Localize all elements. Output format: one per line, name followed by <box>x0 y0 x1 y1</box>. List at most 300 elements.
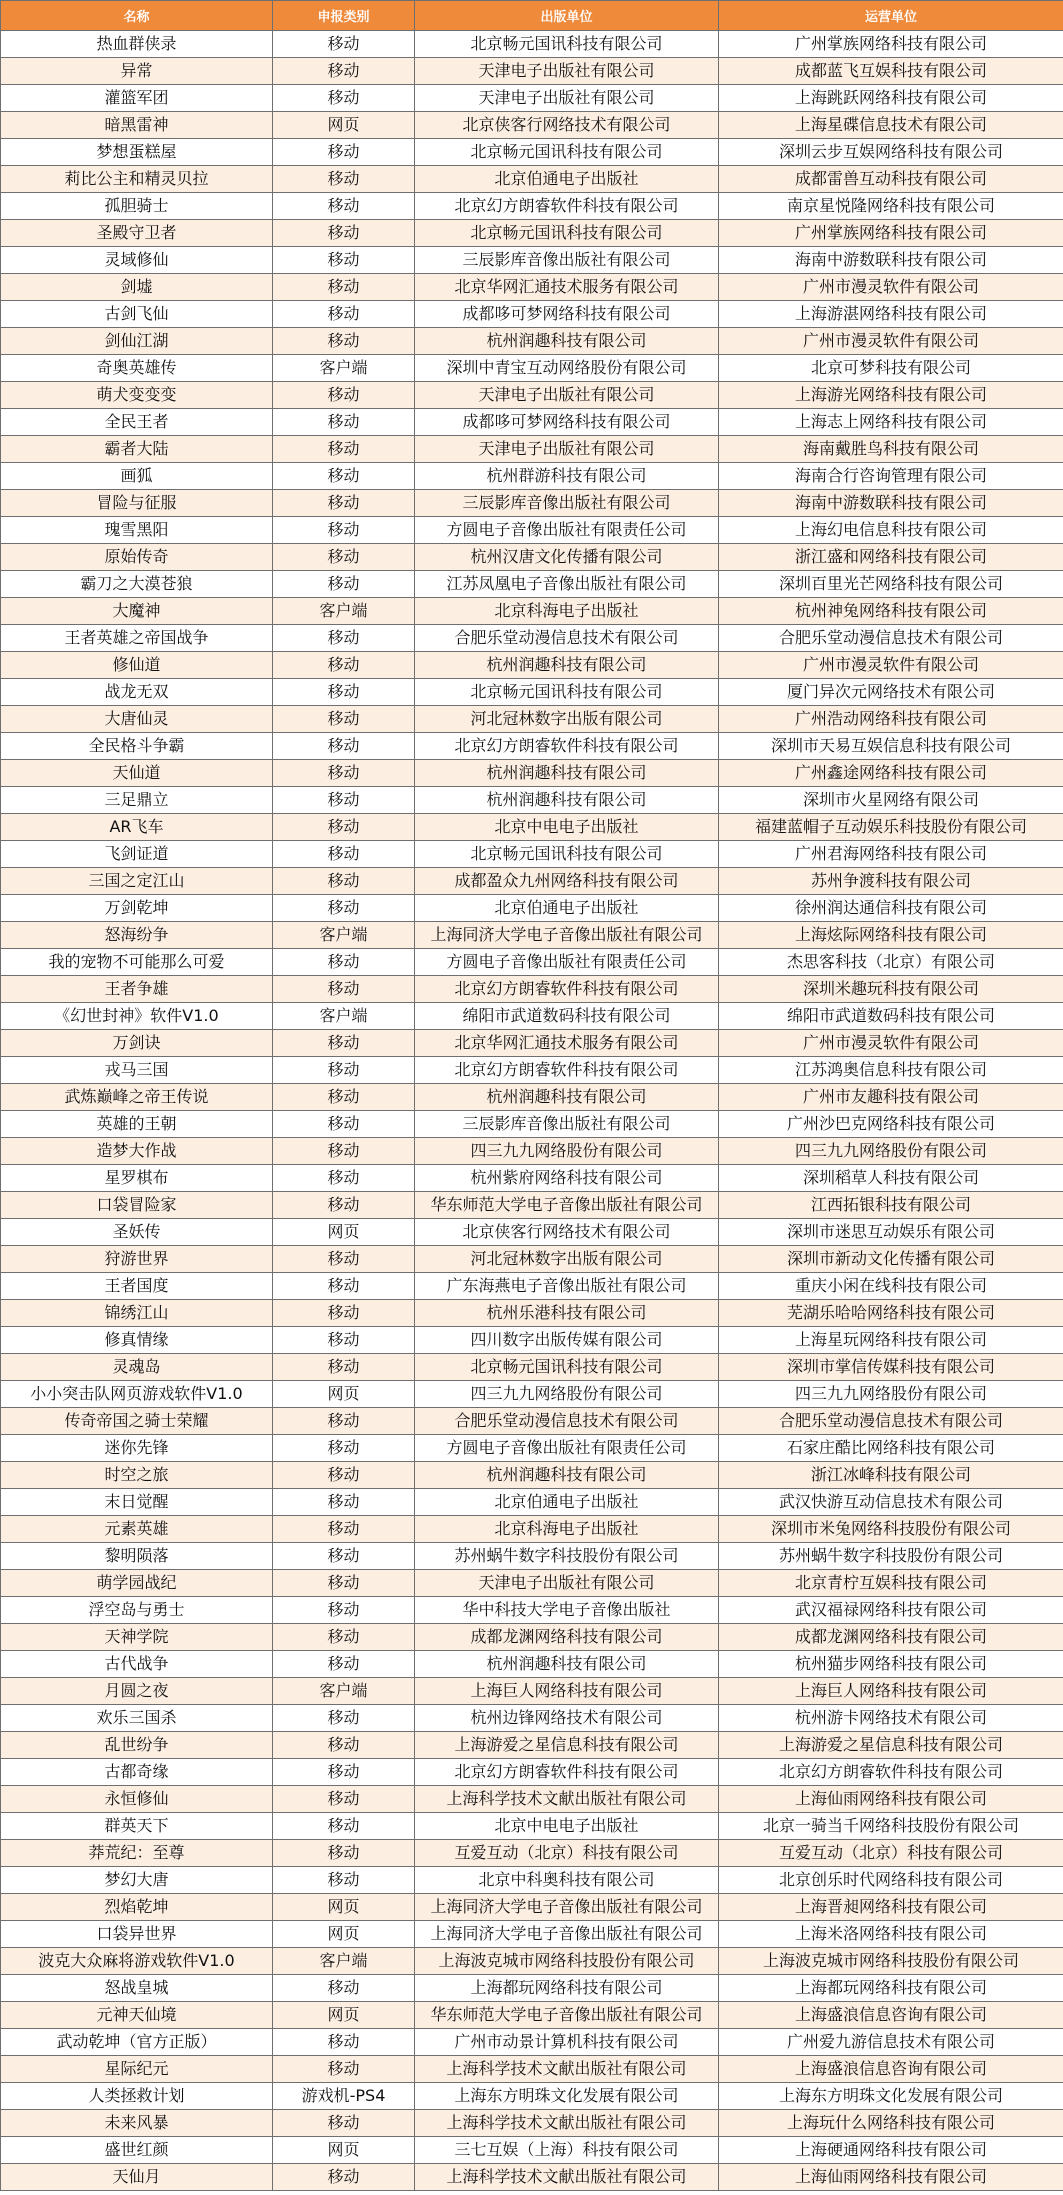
cell-category: 移动 <box>273 139 415 166</box>
cell-name: 烈焰乾坤 <box>1 1894 273 1921</box>
cell-publisher: 四川数字出版传媒有限公司 <box>415 1327 719 1354</box>
cell-category: 移动 <box>273 868 415 895</box>
cell-publisher: 杭州紫府网络科技有限公司 <box>415 1165 719 1192</box>
cell-category: 移动 <box>273 328 415 355</box>
cell-name: 盛世红颜 <box>1 2137 273 2164</box>
cell-category: 移动 <box>273 1543 415 1570</box>
cell-name: 武动乾坤（官方正版） <box>1 2029 273 2056</box>
cell-operator: 合肥乐堂动漫信息技术有限公司 <box>719 1408 1063 1435</box>
cell-category: 移动 <box>273 1192 415 1219</box>
cell-publisher: 方圆电子音像出版社有限责任公司 <box>415 1435 719 1462</box>
cell-name: 修真情缘 <box>1 1327 273 1354</box>
cell-operator: 芜湖乐哈哈网络科技有限公司 <box>719 1300 1063 1327</box>
cell-category: 移动 <box>273 814 415 841</box>
table-row <box>1 2056 1063 2083</box>
cell-publisher: 北京伯通电子出版社 <box>415 166 719 193</box>
cell-publisher: 上海波克城市网络科技股份有限公司 <box>415 1948 719 1975</box>
cell-publisher: 上海科学技术文献出版社有限公司 <box>415 2056 719 2083</box>
cell-operator: 杭州神兔网络科技有限公司 <box>719 598 1063 625</box>
table-row <box>1 787 1063 814</box>
cell-publisher: 三辰影库音像出版社有限公司 <box>415 1111 719 1138</box>
table-row <box>1 1840 1063 1867</box>
cell-operator: 海南戴胜鸟科技有限公司 <box>719 436 1063 463</box>
cell-publisher: 天津电子出版社有限公司 <box>415 1570 719 1597</box>
cell-operator: 上海星碟信息技术有限公司 <box>719 112 1063 139</box>
cell-name: 圣妖传 <box>1 1219 273 1246</box>
table-row <box>1 652 1063 679</box>
cell-operator: 上海东方明珠文化发展有限公司 <box>719 2083 1063 2110</box>
table-row <box>1 328 1063 355</box>
cell-name: 霸者大陆 <box>1 436 273 463</box>
cell-publisher: 合肥乐堂动漫信息技术有限公司 <box>415 625 719 652</box>
cell-name: 武炼巅峰之帝王传说 <box>1 1084 273 1111</box>
cell-operator: 成都龙渊网络科技有限公司 <box>719 1624 1063 1651</box>
cell-category: 网页 <box>273 1894 415 1921</box>
cell-publisher: 北京华网汇通技术服务有限公司 <box>415 1030 719 1057</box>
cell-category: 移动 <box>273 1597 415 1624</box>
cell-name: 古都奇缘 <box>1 1759 273 1786</box>
cell-publisher: 上海科学技术文献出版社有限公司 <box>415 2110 719 2137</box>
cell-publisher: 江苏凤凰电子音像出版社有限公司 <box>415 571 719 598</box>
cell-publisher: 上海同济大学电子音像出版社有限公司 <box>415 1921 719 1948</box>
cell-name: 英雄的王朝 <box>1 1111 273 1138</box>
table-row <box>1 1138 1063 1165</box>
cell-category: 移动 <box>273 787 415 814</box>
cell-name: 梦幻大唐 <box>1 1867 273 1894</box>
cell-name: 《幻世封神》软件V1.0 <box>1 1003 273 1030</box>
cell-category: 游戏机-PS4 <box>273 2083 415 2110</box>
table-row <box>1 1408 1063 1435</box>
cell-operator: 广州市漫灵软件有限公司 <box>719 274 1063 301</box>
cell-name: 全民格斗争霸 <box>1 733 273 760</box>
cell-category: 移动 <box>273 2164 415 2191</box>
cell-name: 瑰雪黑阳 <box>1 517 273 544</box>
cell-category: 网页 <box>273 1381 415 1408</box>
cell-publisher: 合肥乐堂动漫信息技术有限公司 <box>415 1408 719 1435</box>
cell-operator: 成都雷兽互动科技有限公司 <box>719 166 1063 193</box>
cell-publisher: 上海东方明珠文化发展有限公司 <box>415 2083 719 2110</box>
cell-publisher: 天津电子出版社有限公司 <box>415 436 719 463</box>
cell-publisher: 北京中科奥科技有限公司 <box>415 1867 719 1894</box>
cell-name: 永恒修仙 <box>1 1786 273 1813</box>
cell-category: 移动 <box>273 1138 415 1165</box>
table-row <box>1 706 1063 733</box>
cell-publisher: 杭州润趣科技有限公司 <box>415 1462 719 1489</box>
cell-category: 移动 <box>273 1408 415 1435</box>
table-row <box>1 409 1063 436</box>
cell-category: 移动 <box>273 544 415 571</box>
cell-name: 小小突击队网页游戏软件V1.0 <box>1 1381 273 1408</box>
cell-operator: 杭州猫步网络科技有限公司 <box>719 1651 1063 1678</box>
cell-category: 网页 <box>273 2002 415 2029</box>
table-row <box>1 1354 1063 1381</box>
cell-category: 移动 <box>273 1651 415 1678</box>
cell-publisher: 互爱互动（北京）科技有限公司 <box>415 1840 719 1867</box>
cell-publisher: 北京科海电子出版社 <box>415 598 719 625</box>
cell-operator: 上海盛浪信息咨询有限公司 <box>719 2002 1063 2029</box>
cell-publisher: 四三九九网络股份有限公司 <box>415 1381 719 1408</box>
cell-category: 客户端 <box>273 598 415 625</box>
cell-publisher: 杭州乐港科技有限公司 <box>415 1300 719 1327</box>
cell-name: 剑仙江湖 <box>1 328 273 355</box>
cell-publisher: 北京幻方朗睿软件科技有限公司 <box>415 733 719 760</box>
cell-operator: 广州沙巴克网络科技有限公司 <box>719 1111 1063 1138</box>
cell-name: 灵魂岛 <box>1 1354 273 1381</box>
cell-publisher: 北京侠客行网络技术有限公司 <box>415 1219 719 1246</box>
cell-name: 星际纪元 <box>1 2056 273 2083</box>
cell-category: 客户端 <box>273 922 415 949</box>
cell-name: 星罗棋布 <box>1 1165 273 1192</box>
table-row <box>1 517 1063 544</box>
cell-name: 剑墟 <box>1 274 273 301</box>
cell-publisher: 苏州蜗牛数字科技股份有限公司 <box>415 1543 719 1570</box>
cell-name: 万剑诀 <box>1 1030 273 1057</box>
cell-publisher: 北京中电电子出版社 <box>415 1813 719 1840</box>
cell-category: 移动 <box>273 1273 415 1300</box>
cell-publisher: 天津电子出版社有限公司 <box>415 58 719 85</box>
cell-category: 客户端 <box>273 1003 415 1030</box>
cell-publisher: 河北冠林数字出版有限公司 <box>415 706 719 733</box>
cell-operator: 北京青柠互娱科技有限公司 <box>719 1570 1063 1597</box>
cell-name: 飞剑证道 <box>1 841 273 868</box>
header-category: 申报类别 <box>273 1 415 31</box>
table-row <box>1 1489 1063 1516</box>
cell-category: 移动 <box>273 652 415 679</box>
cell-category: 移动 <box>273 706 415 733</box>
table-row <box>1 1975 1063 2002</box>
table-row <box>1 1570 1063 1597</box>
cell-publisher: 上海科学技术文献出版社有限公司 <box>415 1786 719 1813</box>
table-row <box>1 679 1063 706</box>
cell-publisher: 成都盈众九州网络科技有限公司 <box>415 868 719 895</box>
cell-operator: 武汉快游互动信息技术有限公司 <box>719 1489 1063 1516</box>
cell-operator: 海南中游数联科技有限公司 <box>719 490 1063 517</box>
cell-operator: 海南中游数联科技有限公司 <box>719 247 1063 274</box>
cell-category: 客户端 <box>273 1678 415 1705</box>
cell-publisher: 三辰影库音像出版社有限公司 <box>415 247 719 274</box>
cell-operator: 上海炫际网络科技有限公司 <box>719 922 1063 949</box>
table-row <box>1 301 1063 328</box>
table-row <box>1 1300 1063 1327</box>
table-row <box>1 2137 1063 2164</box>
cell-operator: 深圳市火星网络有限公司 <box>719 787 1063 814</box>
cell-operator: 四三九九网络股份有限公司 <box>719 1381 1063 1408</box>
cell-category: 移动 <box>273 1705 415 1732</box>
cell-publisher: 北京幻方朗睿软件科技有限公司 <box>415 193 719 220</box>
cell-name: 画狐 <box>1 463 273 490</box>
cell-publisher: 上海同济大学电子音像出版社有限公司 <box>415 922 719 949</box>
cell-publisher: 杭州润趣科技有限公司 <box>415 652 719 679</box>
table-row <box>1 1678 1063 1705</box>
cell-category: 移动 <box>273 1867 415 1894</box>
cell-publisher: 杭州汉唐文化传播有限公司 <box>415 544 719 571</box>
cell-operator: 苏州争渡科技有限公司 <box>719 868 1063 895</box>
cell-category: 移动 <box>273 220 415 247</box>
cell-category: 移动 <box>273 1975 415 2002</box>
cell-operator: 深圳市米兔网络科技股份有限公司 <box>719 1516 1063 1543</box>
cell-name: 古代战争 <box>1 1651 273 1678</box>
cell-publisher: 天津电子出版社有限公司 <box>415 382 719 409</box>
cell-name: 霸刀之大漠苍狼 <box>1 571 273 598</box>
table-row <box>1 922 1063 949</box>
cell-category: 移动 <box>273 1165 415 1192</box>
cell-operator: 成都蓝飞互娱科技有限公司 <box>719 58 1063 85</box>
cell-operator: 上海游爱之星信息科技有限公司 <box>719 1732 1063 1759</box>
cell-operator: 深圳市迷思互动娱乐有限公司 <box>719 1219 1063 1246</box>
cell-category: 移动 <box>273 490 415 517</box>
cell-operator: 广州市漫灵软件有限公司 <box>719 1030 1063 1057</box>
cell-publisher: 上海巨人网络科技有限公司 <box>415 1678 719 1705</box>
table-row <box>1 1246 1063 1273</box>
cell-operator: 广州市漫灵软件有限公司 <box>719 328 1063 355</box>
cell-category: 移动 <box>273 760 415 787</box>
table-row <box>1 193 1063 220</box>
cell-operator: 深圳市掌信传媒科技有限公司 <box>719 1354 1063 1381</box>
cell-category: 移动 <box>273 409 415 436</box>
cell-publisher: 上海都玩网络科技有限公司 <box>415 1975 719 2002</box>
table-row <box>1 1030 1063 1057</box>
cell-category: 移动 <box>273 463 415 490</box>
cell-publisher: 北京幻方朗睿软件科技有限公司 <box>415 976 719 1003</box>
cell-name: 暗黑雷神 <box>1 112 273 139</box>
cell-operator: 广州浩动网络科技有限公司 <box>719 706 1063 733</box>
cell-publisher: 北京幻方朗睿软件科技有限公司 <box>415 1759 719 1786</box>
cell-category: 移动 <box>273 1057 415 1084</box>
table-row <box>1 1381 1063 1408</box>
table-row <box>1 976 1063 1003</box>
cell-publisher: 北京畅元国讯科技有限公司 <box>415 841 719 868</box>
cell-name: 王者英雄之帝国战争 <box>1 625 273 652</box>
table-row <box>1 1435 1063 1462</box>
table-row <box>1 625 1063 652</box>
cell-name: 王者国度 <box>1 1273 273 1300</box>
cell-publisher: 北京中电电子出版社 <box>415 814 719 841</box>
table-row <box>1 2083 1063 2110</box>
cell-category: 移动 <box>273 247 415 274</box>
table-row <box>1 490 1063 517</box>
cell-publisher: 北京畅元国讯科技有限公司 <box>415 679 719 706</box>
cell-name: 怒战皇城 <box>1 1975 273 2002</box>
cell-publisher: 广东海燕电子音像出版社有限公司 <box>415 1273 719 1300</box>
cell-publisher: 三辰影库音像出版社有限公司 <box>415 490 719 517</box>
table-row <box>1 166 1063 193</box>
cell-name: 月圆之夜 <box>1 1678 273 1705</box>
cell-publisher: 华东师范大学电子音像出版社有限公司 <box>415 1192 719 1219</box>
cell-name: 黎明陨落 <box>1 1543 273 1570</box>
cell-operator: 石家庄酷比网络科技有限公司 <box>719 1435 1063 1462</box>
cell-operator: 上海都玩网络科技有限公司 <box>719 1975 1063 2002</box>
cell-name: 古剑飞仙 <box>1 301 273 328</box>
cell-category: 网页 <box>273 1219 415 1246</box>
cell-name: 萌犬变变变 <box>1 382 273 409</box>
cell-category: 移动 <box>273 1435 415 1462</box>
cell-operator: 重庆小闲在线科技有限公司 <box>719 1273 1063 1300</box>
cell-category: 移动 <box>273 31 415 58</box>
cell-operator: 厦门异次元网络技术有限公司 <box>719 679 1063 706</box>
cell-publisher: 北京科海电子出版社 <box>415 1516 719 1543</box>
table-row <box>1 1651 1063 1678</box>
cell-name: 奇奥英雄传 <box>1 355 273 382</box>
cell-operator: 深圳百里光芒网络科技有限公司 <box>719 571 1063 598</box>
cell-category: 移动 <box>273 436 415 463</box>
cell-category: 移动 <box>273 1813 415 1840</box>
cell-publisher: 杭州润趣科技有限公司 <box>415 787 719 814</box>
cell-operator: 上海盛浪信息咨询有限公司 <box>719 2056 1063 2083</box>
cell-name: AR飞车 <box>1 814 273 841</box>
cell-category: 移动 <box>273 625 415 652</box>
cell-operator: 互爱互动（北京）科技有限公司 <box>719 1840 1063 1867</box>
cell-operator: 绵阳市武道数码科技有限公司 <box>719 1003 1063 1030</box>
cell-operator: 广州掌族网络科技有限公司 <box>719 220 1063 247</box>
table-body <box>1 31 1063 2191</box>
table-row <box>1 1732 1063 1759</box>
cell-category: 移动 <box>273 1516 415 1543</box>
cell-name: 圣殿守卫者 <box>1 220 273 247</box>
table-row <box>1 463 1063 490</box>
cell-operator: 广州市友趣科技有限公司 <box>719 1084 1063 1111</box>
cell-publisher: 北京畅元国讯科技有限公司 <box>415 220 719 247</box>
table-row <box>1 1057 1063 1084</box>
cell-operator: 广州爱九游信息技术有限公司 <box>719 2029 1063 2056</box>
cell-operator: 上海晋昶网络科技有限公司 <box>719 1894 1063 1921</box>
cell-publisher: 北京华网汇通技术服务有限公司 <box>415 274 719 301</box>
cell-publisher: 北京伯通电子出版社 <box>415 1489 719 1516</box>
cell-category: 移动 <box>273 841 415 868</box>
cell-publisher: 杭州润趣科技有限公司 <box>415 760 719 787</box>
cell-name: 怒海纷争 <box>1 922 273 949</box>
table-row <box>1 544 1063 571</box>
cell-name: 造梦大作战 <box>1 1138 273 1165</box>
cell-operator: 上海巨人网络科技有限公司 <box>719 1678 1063 1705</box>
cell-publisher: 四三九九网络股份有限公司 <box>415 1138 719 1165</box>
cell-category: 网页 <box>273 112 415 139</box>
cell-category: 移动 <box>273 1732 415 1759</box>
cell-name: 梦想蛋糕屋 <box>1 139 273 166</box>
cell-name: 天神学院 <box>1 1624 273 1651</box>
cell-name: 孤胆骑士 <box>1 193 273 220</box>
cell-name: 三足鼎立 <box>1 787 273 814</box>
cell-name: 浮空岛与勇士 <box>1 1597 273 1624</box>
table-row <box>1 436 1063 463</box>
cell-category: 移动 <box>273 1030 415 1057</box>
cell-operator: 海南合行咨询管理有限公司 <box>719 463 1063 490</box>
table-row <box>1 85 1063 112</box>
cell-name: 狩游世界 <box>1 1246 273 1273</box>
table-row <box>1 31 1063 58</box>
table-row <box>1 841 1063 868</box>
cell-category: 移动 <box>273 1759 415 1786</box>
table-row <box>1 2110 1063 2137</box>
cell-category: 移动 <box>273 166 415 193</box>
table-row <box>1 2029 1063 2056</box>
cell-name: 异常 <box>1 58 273 85</box>
cell-operator: 北京可梦科技有限公司 <box>719 355 1063 382</box>
cell-name: 元神天仙境 <box>1 2002 273 2029</box>
cell-operator: 上海玩什么网络科技有限公司 <box>719 2110 1063 2137</box>
table-row <box>1 247 1063 274</box>
table-row <box>1 382 1063 409</box>
table-row <box>1 139 1063 166</box>
cell-publisher: 深圳中青宝互动网络股份有限公司 <box>415 355 719 382</box>
cell-operator: 上海游光网络科技有限公司 <box>719 382 1063 409</box>
cell-category: 移动 <box>273 895 415 922</box>
cell-name: 全民王者 <box>1 409 273 436</box>
table-row <box>1 2164 1063 2191</box>
cell-name: 迷你先锋 <box>1 1435 273 1462</box>
cell-category: 移动 <box>273 517 415 544</box>
cell-publisher: 杭州润趣科技有限公司 <box>415 1084 719 1111</box>
table-row <box>1 1462 1063 1489</box>
header-operator: 运营单位 <box>719 1 1063 31</box>
table-row <box>1 1516 1063 1543</box>
cell-name: 乱世纷争 <box>1 1732 273 1759</box>
table-row <box>1 598 1063 625</box>
table-row <box>1 58 1063 85</box>
cell-operator: 深圳市天易互娱信息科技有限公司 <box>719 733 1063 760</box>
table-row <box>1 1705 1063 1732</box>
table-row <box>1 1111 1063 1138</box>
cell-category: 移动 <box>273 1462 415 1489</box>
cell-operator: 广州掌族网络科技有限公司 <box>719 31 1063 58</box>
table-row <box>1 733 1063 760</box>
table-row <box>1 1273 1063 1300</box>
cell-category: 移动 <box>273 1084 415 1111</box>
cell-operator: 北京幻方朗睿软件科技有限公司 <box>719 1759 1063 1786</box>
cell-category: 移动 <box>273 85 415 112</box>
cell-operator: 上海硬通网络科技有限公司 <box>719 2137 1063 2164</box>
cell-name: 三国之定江山 <box>1 868 273 895</box>
table-row <box>1 112 1063 139</box>
cell-name: 我的宠物不可能那么可爱 <box>1 949 273 976</box>
cell-category: 移动 <box>273 301 415 328</box>
cell-publisher: 北京伯通电子出版社 <box>415 895 719 922</box>
table-row <box>1 1165 1063 1192</box>
cell-name: 莉比公主和精灵贝拉 <box>1 166 273 193</box>
header-name: 名称 <box>1 1 273 31</box>
cell-publisher: 杭州群游科技有限公司 <box>415 463 719 490</box>
table-row <box>1 1597 1063 1624</box>
cell-name: 口袋冒险家 <box>1 1192 273 1219</box>
cell-publisher: 三七互娱（上海）科技有限公司 <box>415 2137 719 2164</box>
cell-publisher: 杭州润趣科技有限公司 <box>415 1651 719 1678</box>
cell-operator: 上海波克城市网络科技股份有限公司 <box>719 1948 1063 1975</box>
cell-category: 网页 <box>273 1921 415 1948</box>
cell-publisher: 河北冠林数字出版有限公司 <box>415 1246 719 1273</box>
header-publisher: 出版单位 <box>415 1 719 31</box>
cell-operator: 上海幻电信息科技有限公司 <box>719 517 1063 544</box>
table-row <box>1 760 1063 787</box>
cell-category: 移动 <box>273 1300 415 1327</box>
cell-publisher: 上海游爱之星信息科技有限公司 <box>415 1732 719 1759</box>
cell-category: 移动 <box>273 679 415 706</box>
table-row <box>1 1759 1063 1786</box>
cell-publisher: 成都哆可梦网络科技有限公司 <box>415 409 719 436</box>
table-row <box>1 949 1063 976</box>
cell-operator: 广州君海网络科技有限公司 <box>719 841 1063 868</box>
cell-name: 天仙月 <box>1 2164 273 2191</box>
cell-publisher: 方圆电子音像出版社有限责任公司 <box>415 949 719 976</box>
table-header-row <box>1 1 1063 31</box>
cell-name: 修仙道 <box>1 652 273 679</box>
cell-operator: 合肥乐堂动漫信息技术有限公司 <box>719 625 1063 652</box>
cell-name: 欢乐三国杀 <box>1 1705 273 1732</box>
cell-operator: 上海米洛网络科技有限公司 <box>719 1921 1063 1948</box>
cell-operator: 杰思客科技（北京）有限公司 <box>719 949 1063 976</box>
table-row <box>1 1894 1063 1921</box>
cell-publisher: 绵阳市武道数码科技有限公司 <box>415 1003 719 1030</box>
cell-publisher: 北京侠客行网络技术有限公司 <box>415 112 719 139</box>
cell-category: 移动 <box>273 571 415 598</box>
